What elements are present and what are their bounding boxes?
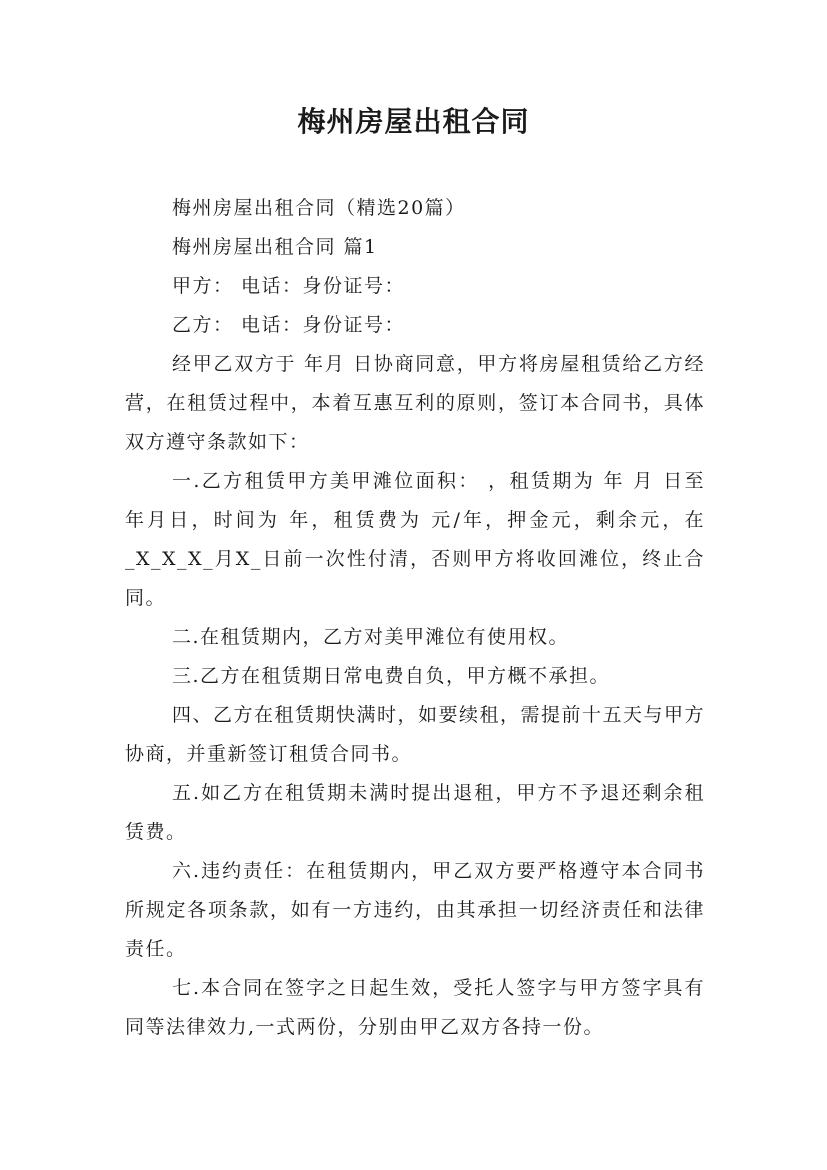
paragraph-party-a: 甲方： 电话：身份证号： bbox=[172, 275, 406, 297]
paragraph-clause-3: 三.乙方在租赁期日常电费自负，甲方概不承担。 bbox=[172, 665, 611, 687]
paragraph-section-heading: 梅州房屋出租合同 篇1 bbox=[172, 236, 378, 258]
document-body bbox=[125, 189, 705, 1047]
paragraph-party-b: 乙方： 电话：身份证号： bbox=[172, 314, 406, 336]
paragraph-preamble: 经甲乙双方于 年月 日协商同意，甲方将房屋租赁给乙方经营，在租赁过程中，本着互惠互利的原则，签订本合同书，具体双方遵守条款如下： bbox=[125, 353, 705, 453]
paragraph-clause-7: 七.本合同在签字之日起生效，受托人签字与甲方签字具有同等法律效力,一式两份，分别由甲乙双方各持一份。 bbox=[125, 977, 705, 1038]
paragraph-subtitle: 梅州房屋出租合同（精选20篇） bbox=[172, 197, 466, 219]
paragraph-clause-2: 二.在租赁期内，乙方对美甲滩位有使用权。 bbox=[172, 626, 570, 648]
paragraph-clause-6: 六.违约责任：在租赁期内，甲乙双方要严格遵守本合同书所规定各项条款，如有一方违约，由其承担一切经济责任和法律责任。 bbox=[125, 860, 705, 960]
paragraph-clause-4: 四、乙方在租赁期快满时，如要续租，需提前十五天与甲方协商，并重新签订租赁合同书。 bbox=[125, 704, 706, 765]
paragraph-clause-1: 一.乙方租赁甲方美甲滩位面积： ，租赁期为 年 月 日至 年月日，时间为 年，租赁费为 元/年，押金元，剩余元，在_X_X_X_月X_日前一次性付清，否则甲方将收回滩位，终止合同。 bbox=[125, 470, 705, 609]
paragraph-clause-5: 五.如乙方在租赁期未满时提出退租，甲方不予退还剩余租赁费。 bbox=[125, 782, 705, 843]
document-title: 梅州房屋出租合同 bbox=[297, 105, 530, 138]
